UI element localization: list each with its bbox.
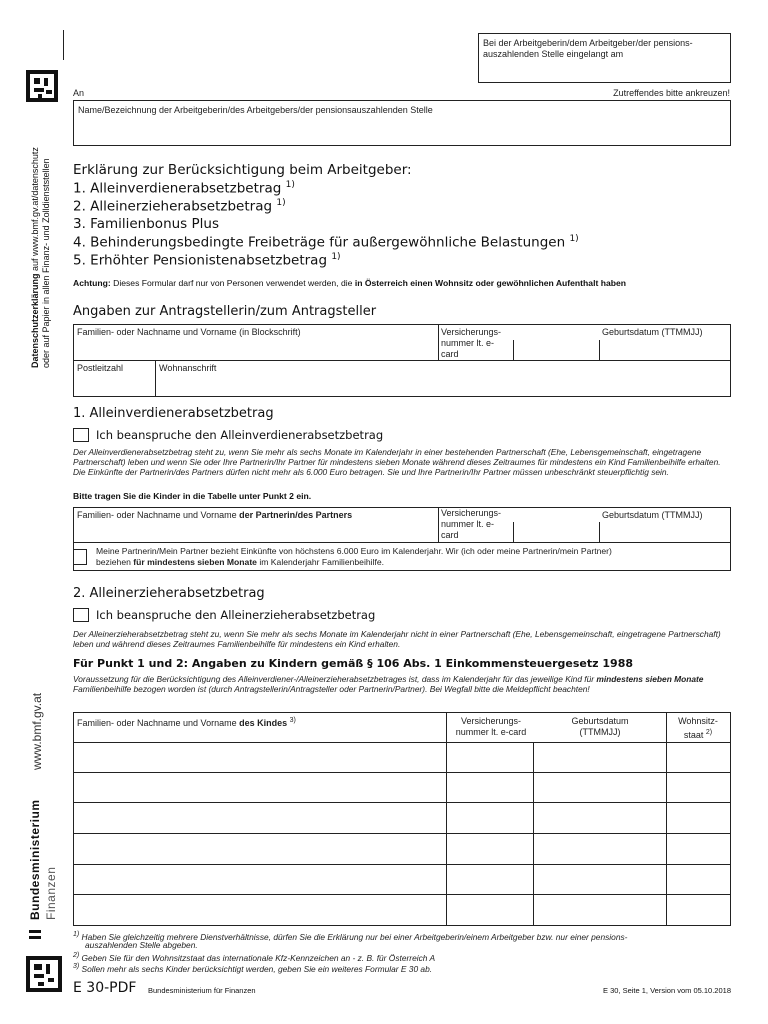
employer-field[interactable] <box>73 100 731 146</box>
applicant-birthdate-field[interactable]: Geburtsdatum (TTMMJJ) <box>602 327 703 337</box>
version-info: E 30, Seite 1, Version vom 05.10.2018 <box>602 986 731 995</box>
received-date-label: Bei der Arbeitgeberin/dem Arbeitgeber/der pensions-auszahlenden Stelle eingelangt am <box>483 38 693 59</box>
ministry-name: Bundesministerium <box>28 799 42 920</box>
title-item-3: 3. Familienbonus Plus <box>73 216 219 232</box>
kinder-note: Bitte tragen Sie die Kinder in die Tabelle unter Punkt 2 ein. <box>73 491 312 501</box>
alleinverdiener-claim-label: Ich beanspruche den Alleinverdienerabsetzbetrag <box>96 428 384 442</box>
bmf-logo-icon <box>29 928 41 942</box>
received-date-box[interactable] <box>478 33 731 83</box>
bmf-url: www.bmf.gv.at <box>30 692 44 770</box>
applicant-name-field[interactable]: Familien- oder Nachname und Vorname (in Blockschrift) <box>77 327 301 337</box>
applicant-address-field[interactable]: Wohnanschrift <box>159 363 217 373</box>
footnote-1: $^{1)}$ Haben Sie gleichzeitig mehrere Dienstverhältnisse, dürfen Sie die Erklärung nur bei einer Arbeitgeberin/einem Arbeitgeber bzw. nur einer pensions- <box>73 931 628 942</box>
form-id: E 30-PDF <box>73 980 137 996</box>
child-row-6[interactable] <box>74 895 730 925</box>
applicant-svnr-field[interactable]: Versicherungs-nummer lt. e-card <box>441 327 502 359</box>
children-info: Voraussetzung für die Berücksichtigung des Alleinverdiener-/Alleinerzieherabsetzbetrages ist, dass im Kalenderjahr für das jeweilige Kind für mindestens sieben Monate Familienbeihilfe bezogen worden ist (durch Antragstellerin/Antragsteller oder Partnerin/Partner). Bei Wegfall bitte die Meldepflicht beachten! <box>73 674 704 694</box>
footnote-3: $^{3)}$ Sollen mehr als sechs Kinder berücksichtigt werden, geben Sie ein weiteres Formular E 30 ab. <box>73 963 433 974</box>
children-heading: Für Punkt 1 und 2: Angaben zu Kindern gemäß § 106 Abs. 1 Einkommensteuergesetz 1988 <box>73 657 634 670</box>
child-row-3[interactable] <box>74 803 730 833</box>
datenschutz-bold: Datenschutzerklärung <box>30 273 40 368</box>
title-item-5: 5. Erhöhter Pensionistenabsetzbetrag $^{1)}$ <box>73 252 341 269</box>
alleinerzieher-claim-label: Ich beanspruche den Alleinerzieherabsetzbetrag <box>96 608 376 622</box>
child-row-4[interactable] <box>74 834 730 864</box>
datenschutz-note <box>30 147 52 368</box>
partner-income-text: Meine Partnerin/Mein Partner bezieht Einkünfte von höchstens 6.000 Euro im Kalenderjahr. Wir (ich oder meine Partnerin/mein Partner) beziehen für mindestens sieben Monate im Kalenderjahr Familienbeihilfe. <box>96 546 612 567</box>
children-col-svnr: Versicherungs-nummer lt. e-card <box>455 716 527 737</box>
partner-name-field[interactable]: Familien- oder Nachname und Vorname der Partnerin/des Partners <box>77 510 353 520</box>
top-margin-mark <box>63 30 64 60</box>
footnote-2: $^{2)}$ Geben Sie für den Wohnsitzstaat das internationale Kfz-Kennzeichen an - z. B. für Österreich A <box>73 952 436 963</box>
children-col-staat: Wohnsitz- staat $^{2)}$ <box>678 716 718 740</box>
title-item-2: 2. Alleinerzieherabsetzbetrag $^{1)}$ <box>73 198 286 215</box>
alleinverdiener-info: Der Alleinverdienerabsetzbetrag steht zu, wenn Sie mehr als sechs Monate im Kalenderjahr in einer bestehenden Partnerschaft (Ehe, Lebensgemeinschaft, eingetragene Partnerschaft) leben und wenn Sie oder Ihre Partnerin/Ihr Partner für mindestens sieben Monate während dieses Zeitraumes für mindestens ein Kind Familienbeihilfe erhalten. Die Einkünfte der Partnerin/des Partners dürfen nicht mehr als 6.000 Euro betragen. Sie und Ihre Partnerin/Ihr Partner müssen unbeschränkt steuerpflichtig sein. <box>73 447 721 477</box>
section1-heading: 1. Alleinverdienerabsetzbetrag <box>73 406 274 421</box>
publisher: Bundesministerium für Finanzen <box>148 986 256 995</box>
applicant-plz-field[interactable]: Postleitzahl <box>77 363 124 373</box>
title-item-4: 4. Behinderungsbedingte Freibeträge für außergewöhnliche Belastungen $^{1)}$ <box>73 234 579 251</box>
achtung-note: Achtung: Dieses Formular darf nur von Personen verwendet werden, die in Österreich einen Wohnsitz oder gewöhnlichen Aufenthalt haben <box>73 278 627 288</box>
alleinerzieher-info: Der Alleinerzieherabsetzbetrag steht zu, wenn Sie mehr als sechs Monate im Kalenderjahr nicht in einer Partnerschaft (Ehe, Lebensgemeinschaft, eingetragene Partnerschaft) leben und während dieses Zeitraumes Familienbeihilfe für mindestens ein Kind erhalten. <box>73 629 721 649</box>
child-row-2[interactable] <box>74 773 730 802</box>
footnote-1b: auszahlenden Stelle abgeben. <box>85 940 198 950</box>
employer-label: Name/Bezeichnung der Arbeitgeberin/des Arbeitgebers/der pensionsauszahlenden Stelle <box>78 105 433 115</box>
child-row-1[interactable] <box>74 743 730 772</box>
children-col-birthdate: Geburtsdatum (TTMMJJ) <box>571 716 629 737</box>
partner-birthdate-field[interactable]: Geburtsdatum (TTMMJJ) <box>602 510 703 520</box>
children-col-name: Familien- oder Nachname und Vorname des Kindes $^{3)}$ <box>77 717 296 728</box>
alleinerzieher-checkbox[interactable] <box>73 608 89 622</box>
qr-code-top <box>26 70 58 102</box>
child-row-5[interactable] <box>74 865 730 894</box>
an-label: An <box>73 88 85 98</box>
title-item-1: 1. Alleinverdienerabsetzbetrag $^{1)}$ <box>73 180 295 197</box>
qr-code-bottom <box>26 956 62 992</box>
ankreuzen-note: Zutreffendes bitte ankreuzen! <box>613 88 730 98</box>
alleinverdiener-checkbox[interactable] <box>73 428 89 442</box>
ministry-finanzen: Finanzen <box>44 866 58 920</box>
partner-income-checkbox[interactable] <box>73 549 87 565</box>
datenschutz-line2: oder auf Papier in allen Finanz- und Zolldienststellen <box>41 158 51 368</box>
applicant-heading: Angaben zur Antragstellerin/zum Antragsteller <box>73 304 377 319</box>
partner-svnr-field[interactable]: Versicherungs-nummer lt. e-card <box>441 508 502 540</box>
datenschutz-rest: auf www.bmf.gv.at/datenschutz <box>30 147 40 274</box>
section2-heading: 2. Alleinerzieherabsetzbetrag <box>73 586 265 601</box>
form-title: Erklärung zur Berücksichtigung beim Arbeitgeber: <box>73 162 412 178</box>
